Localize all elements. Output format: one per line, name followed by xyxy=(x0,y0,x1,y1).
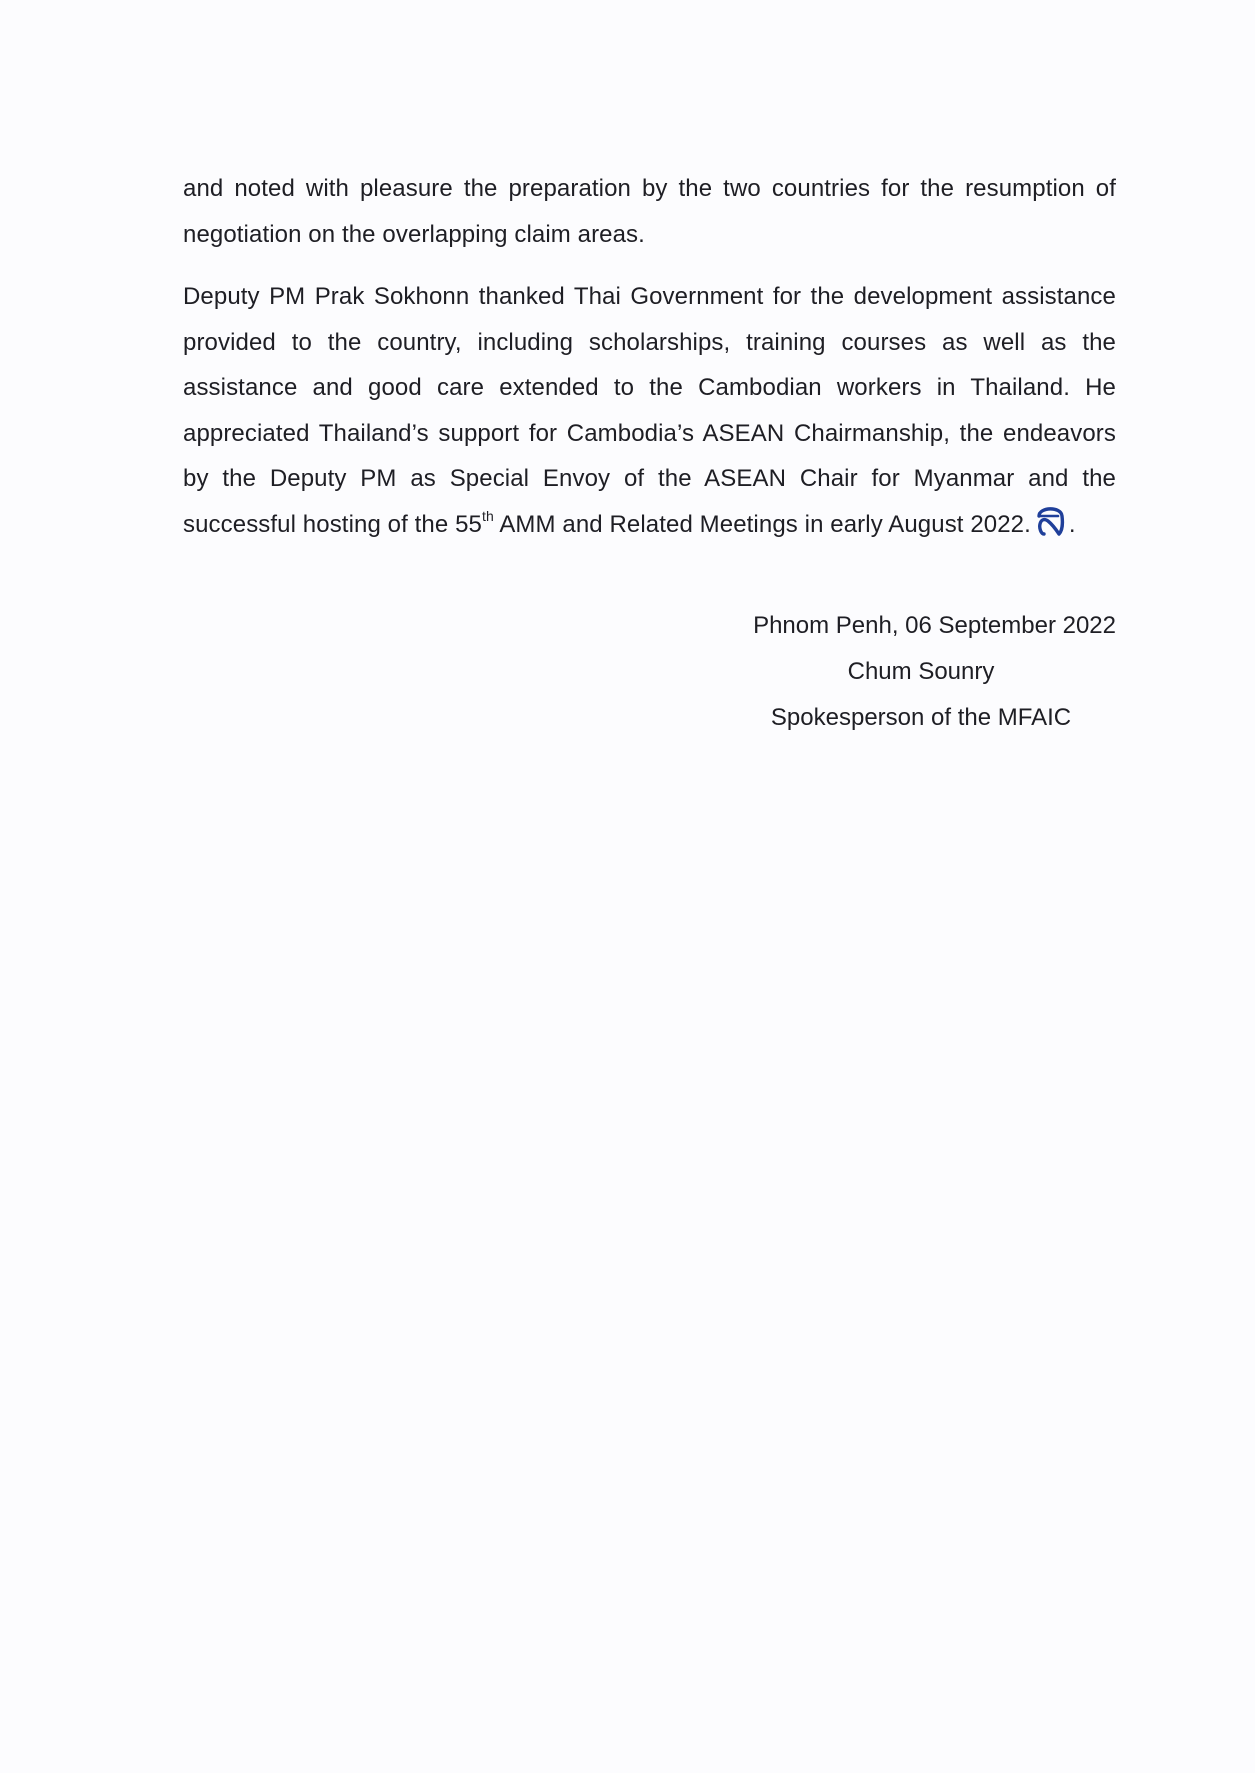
ordinal-superscript: th xyxy=(481,507,494,524)
end-mark-dot: . xyxy=(1068,510,1076,538)
paragraph-2-text: Deputy PM Prak Sokhonn thanked Thai Government for the development assistance provided to the country, including scholarships, training courses as well as the assistance and good care extended to the Cambodian workers in Thailand. He appreciated Thailand’s support for Cambodia’s ASEAN Chairmanship, the endeavors by the Deputy PM as Special Envoy of the ASEAN Chair for Myanmar and the successful hosting of the 55 xyxy=(183,283,1116,538)
signature-block xyxy=(700,603,1116,741)
paragraph-2 xyxy=(183,274,1116,547)
paragraph-2-text-end: AMM and Related Meetings in early August 2022. xyxy=(493,510,1031,538)
signatory-title: Spokesperson of the MFAIC xyxy=(770,704,1072,731)
place-date: Phnom Penh, 06 September 2022 xyxy=(753,612,1116,639)
khmer-end-mark-icon xyxy=(1033,503,1069,537)
document-body xyxy=(183,166,1116,547)
paragraph-1: and noted with pleasure the preparation by the two countries for the resumption of negotiation on the overlapping claim areas. xyxy=(183,175,1116,248)
signatory-name: Chum Sounry xyxy=(847,658,995,685)
